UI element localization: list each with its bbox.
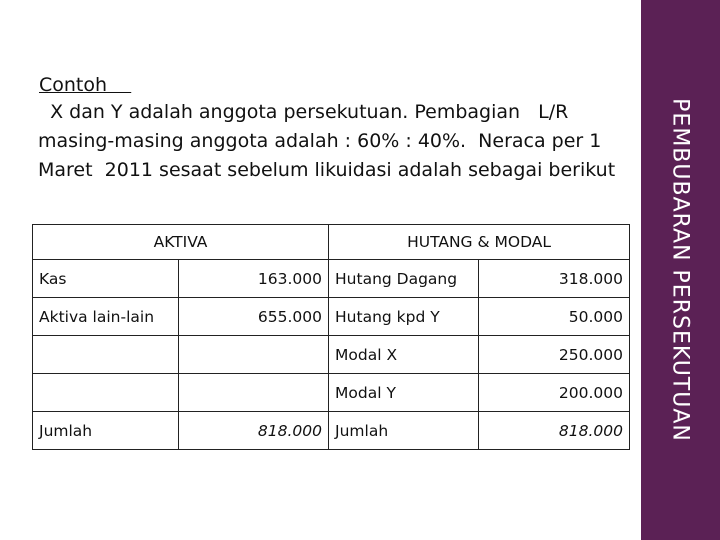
liability-value: 250.000 (479, 336, 630, 374)
liability-value: 318.000 (479, 260, 630, 298)
asset-total-value: 818.000 (179, 412, 329, 450)
asset-label: Aktiva lain-lain (33, 298, 179, 336)
asset-value: 163.000 (179, 260, 329, 298)
asset-value (179, 336, 329, 374)
asset-total-label: Jumlah (33, 412, 179, 450)
asset-value: 655.000 (179, 298, 329, 336)
liability-total-label: Jumlah (329, 412, 479, 450)
intro-paragraph (38, 98, 626, 185)
liability-label: Hutang Dagang (329, 260, 479, 298)
header-aktiva: AKTIVA (33, 225, 329, 260)
asset-label: Kas (33, 260, 179, 298)
paragraph-line: masing-masing anggota adalah : 60% : 40%. Neraca per 1 (38, 130, 602, 152)
paragraph-line: X dan Y adalah anggota persekutuan. Pembagian L/R (38, 101, 569, 123)
liability-label: Hutang kpd Y (329, 298, 479, 336)
asset-label (33, 374, 179, 412)
liability-label: Modal X (329, 336, 479, 374)
liability-total-value: 818.000 (479, 412, 630, 450)
balance-sheet-table (32, 224, 630, 450)
sidebar-title: PEMBUBARAN PERSEKUTUAN (667, 98, 693, 442)
liability-value: 200.000 (479, 374, 630, 412)
table-total-row (33, 412, 630, 450)
paragraph-line: Maret 2011 sesaat sebelum likuidasi adalah sebagai berikut (38, 159, 616, 181)
table-row (33, 298, 630, 336)
table-header-row (33, 225, 630, 260)
table-row (33, 336, 630, 374)
heading: Contoh (39, 74, 132, 96)
table-row (33, 374, 630, 412)
liability-label: Modal Y (329, 374, 479, 412)
table-row (33, 260, 630, 298)
asset-value (179, 374, 329, 412)
header-hutang-modal: HUTANG & MODAL (329, 225, 630, 260)
asset-label (33, 336, 179, 374)
liability-value: 50.000 (479, 298, 630, 336)
